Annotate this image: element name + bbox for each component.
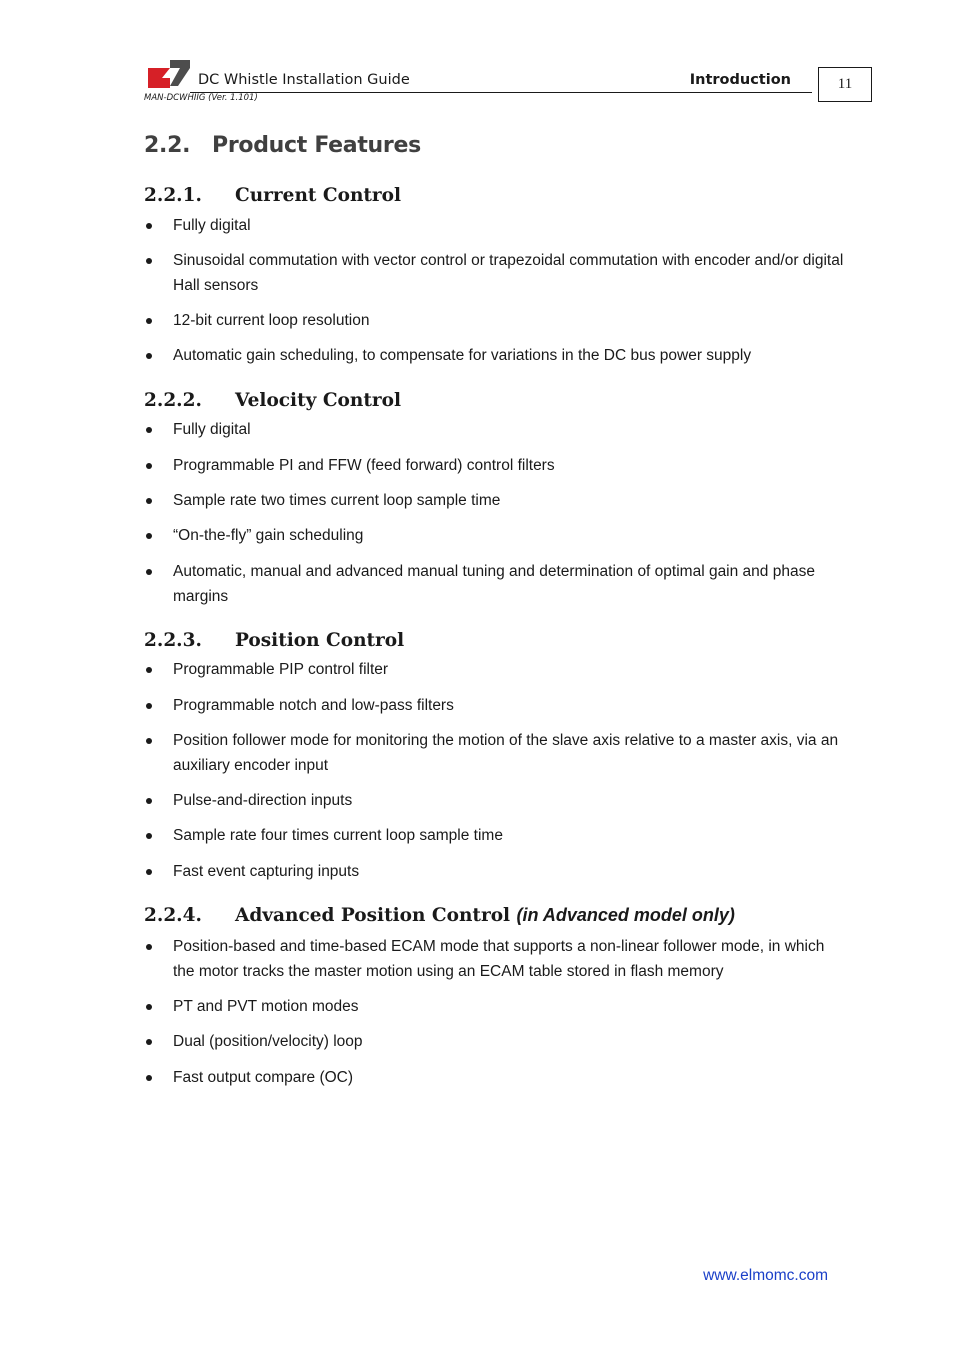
subsection-title: Position Control [235, 630, 405, 651]
section-title: Product Features [212, 133, 421, 158]
position-control-list [144, 657, 844, 884]
list-item: “On-the-fly” gain scheduling [144, 523, 844, 548]
subsection-number: 2.2.4. [144, 905, 202, 926]
list-item: Pulse-and-direction inputs [144, 788, 844, 813]
subsection-title: Velocity Control [235, 390, 401, 411]
list-item: Sample rate four times current loop sample time [144, 823, 844, 848]
list-item: Programmable notch and low-pass filters [144, 693, 844, 718]
advanced-position-control-list [144, 934, 844, 1090]
current-control-list [144, 213, 844, 368]
subsection-title: Current Control [235, 185, 402, 206]
list-item: Position follower mode for monitoring the motion of the slave axis relative to a master axis, via an auxiliary encoder input [144, 728, 844, 778]
list-item: Programmable PI and FFW (feed forward) control filters [144, 453, 844, 478]
document-title: DC Whistle Installation Guide [198, 72, 410, 88]
list-item: Sample rate two times current loop sample time [144, 488, 844, 513]
list-item: Fast output compare (OC) [144, 1065, 844, 1090]
list-item: Fully digital [144, 417, 844, 442]
subsection-heading-current-control [144, 185, 401, 206]
list-item: PT and PVT motion modes [144, 994, 844, 1019]
subsection-number: 2.2.2. [144, 390, 202, 411]
header-section-name: Introduction [689, 72, 791, 88]
list-item: Automatic, manual and advanced manual tuning and determination of optimal gain and phase margins [144, 559, 844, 609]
document-version: MAN-DCWHIIG (Ver. 1.101) [144, 93, 258, 103]
list-item: 12-bit current loop resolution [144, 308, 844, 333]
website-link[interactable]: www.elmomc.com [703, 1267, 828, 1284]
section-heading [144, 133, 421, 158]
elmo-logo-icon [148, 58, 190, 88]
list-item: Fully digital [144, 213, 844, 238]
list-item: Position-based and time-based ECAM mode that supports a non-linear follower mode, in which the motor tracks the master motion using an ECAM table stored in flash memory [144, 934, 844, 984]
page-number: 11 [818, 67, 872, 102]
list-item: Automatic gain scheduling, to compensate for variations in the DC bus power supply [144, 343, 844, 368]
subsection-title-note: (in Advanced model only) [516, 905, 735, 925]
subsection-heading-position-control [144, 630, 404, 651]
subsection-title: Advanced Position Control [235, 905, 511, 926]
list-item: Programmable PIP control filter [144, 657, 844, 682]
subsection-number: 2.2.3. [144, 630, 202, 651]
subsection-number: 2.2.1. [144, 185, 202, 206]
subsection-heading-velocity-control [144, 390, 401, 411]
list-item: Fast event capturing inputs [144, 859, 844, 884]
list-item: Sinusoidal commutation with vector control or trapezoidal commutation with encoder and/or digital Hall sensors [144, 248, 844, 298]
list-item: Dual (position/velocity) loop [144, 1029, 844, 1054]
section-number: 2.2. [144, 133, 191, 158]
subsection-heading-advanced-position-control [144, 905, 735, 926]
velocity-control-list [144, 417, 844, 609]
header-rule [190, 92, 812, 93]
